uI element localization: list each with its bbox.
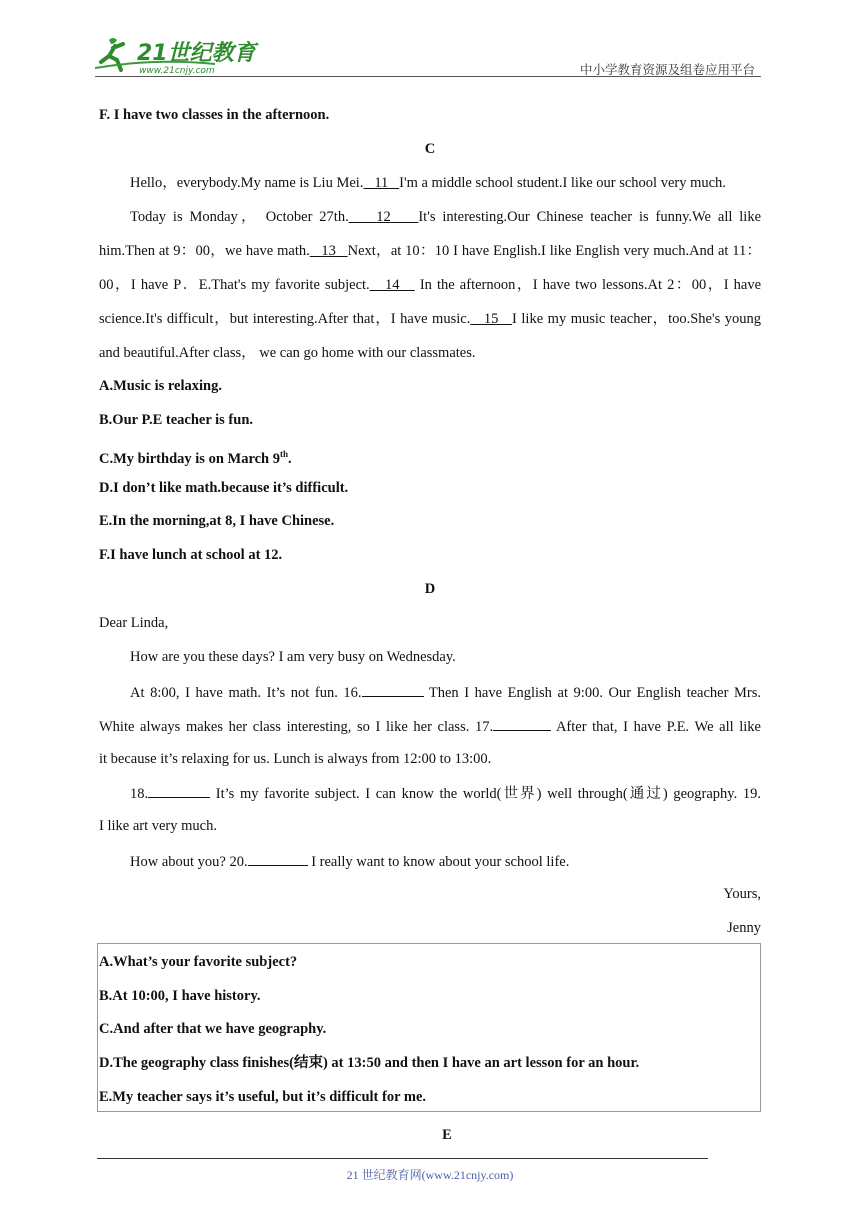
blank-17 (493, 716, 551, 731)
paragraph-line: it because it’s relaxing for us. Lunch is always from 12:00 to 13:00. (99, 751, 492, 767)
text-span: C.My birthday is on March 9 (99, 450, 280, 467)
site-slogan: 中小学教育资源及组卷应用平台 (579, 62, 755, 77)
blank-11 (363, 175, 399, 191)
text-span: Hello，everybody.My name is Liu Mei. (130, 175, 364, 191)
text-span: science.It's difficult，but interesting.After that，I have music. (99, 311, 471, 327)
text-span: I'm a middle school student.I like our school very much. (399, 175, 726, 191)
option-b-d: B.At 10:00, I have history. (99, 988, 261, 1004)
blank-16 (362, 682, 424, 697)
page-header (95, 32, 761, 78)
paragraph-line (99, 310, 761, 328)
header-divider (95, 76, 761, 77)
section-heading-e: E (442, 1127, 452, 1143)
text-span: I like my music teacher，too.She's young (512, 311, 762, 327)
svg-text:www.21cnjy.com: www.21cnjy.com (139, 66, 215, 76)
letter-closing: Yours, (723, 886, 761, 902)
text-span: It’s my favorite subject. I can know the world(世界) well through(通过) geography. 19. (210, 786, 761, 802)
text-span: It's interesting.Our Chinese teacher is funny.We all like (418, 209, 762, 225)
text-span: him.Then at 9：00，we have math. (99, 243, 310, 259)
option-f-b: F. I have two classes in the afternoon. (99, 107, 330, 123)
letter-signature: Jenny (727, 920, 761, 936)
paragraph-line: and beautiful.After class， we can go home with our classmates. (99, 345, 476, 361)
blank-number: 12 (376, 209, 391, 225)
blank-number: 11 (374, 175, 389, 191)
paragraph-line (99, 174, 761, 192)
text-span: Today is Monday， October 27th. (130, 209, 349, 225)
text-span: 18. (130, 786, 149, 802)
text-span: 00，I have P．E.That's my favorite subject. (99, 277, 370, 293)
blank-number: 13 (321, 243, 336, 259)
paragraph-line (99, 276, 761, 294)
paragraph-line (99, 242, 761, 260)
option-a-c: A.Music is relaxing. (99, 378, 222, 394)
paragraph-line (99, 851, 761, 871)
option-d-d: D.The geography class finishes(结束) at 13:50 and then I have an art lesson for an hour. (99, 1055, 640, 1071)
svg-text:21世纪教育: 21世纪教育 (137, 41, 256, 66)
blank-number: 15 (483, 311, 499, 327)
letter-greeting: Dear Linda, (99, 615, 169, 631)
footer-divider (97, 1158, 708, 1159)
paragraph-line (99, 682, 761, 702)
paragraph-line (99, 208, 761, 226)
paragraph-line: I like art very much. (99, 818, 217, 834)
option-c-c (99, 445, 761, 468)
blank-20 (248, 851, 308, 866)
paragraph-line (99, 783, 761, 803)
blank-12 (349, 209, 419, 225)
section-heading-d: D (424, 581, 436, 597)
option-a-d: A.What’s your favorite subject? (99, 954, 298, 970)
blank-13 (310, 243, 348, 259)
option-b-c: B.Our P.E teacher is fun. (99, 412, 254, 428)
option-e-d: E.My teacher says it’s useful, but it’s difficult for me. (99, 1089, 427, 1105)
blank-18 (148, 783, 210, 798)
text-span: White always makes her class interesting, so I like her class. 17. (99, 719, 494, 735)
footer-text[interactable]: 21 世纪教育网(www.21cnjy.com) (346, 1168, 514, 1182)
text-span: Then I have English at 9:00. Our English teacher Mrs. (423, 685, 762, 701)
logo-21cnjy (95, 34, 265, 76)
paragraph-line (99, 716, 761, 736)
text-span: . (288, 450, 292, 467)
text-span: At 8:00, I have math. It’s not fun. 16. (130, 685, 362, 701)
option-f-c: F.I have lunch at school at 12. (99, 547, 283, 563)
text-span: In the afternoon，I have two lessons.At 2：00，I have (414, 277, 762, 293)
text-span: Next，at 10：10 I have English.I like English very much.And at 11： (347, 243, 762, 259)
section-heading-c: C (424, 141, 436, 157)
option-c-d: C.And after that we have geography. (99, 1021, 327, 1037)
text-span: I really want to know about your school life. (307, 854, 570, 870)
superscript: th (280, 449, 289, 459)
text-span: After that, I have P.E. We all like (551, 719, 761, 735)
blank-14 (370, 277, 415, 293)
option-e-c: E.In the morning,at 8, I have Chinese. (99, 513, 335, 529)
blank-number: 14 (384, 277, 400, 293)
option-d-c: D.I don’t like math.because it’s difficult. (99, 480, 349, 496)
text-span: How about you? 20. (130, 854, 248, 870)
paragraph-line: How are you these days? I am very busy on Wednesday. (130, 649, 456, 665)
blank-15 (470, 311, 512, 327)
